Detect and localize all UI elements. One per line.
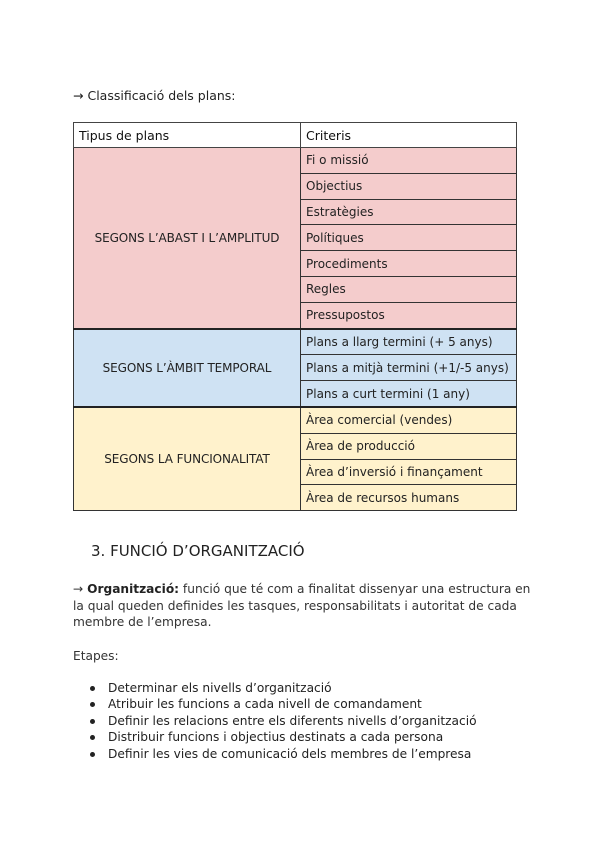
criteria-cell: Regles <box>301 276 517 302</box>
step-text: Definir les relacions entre els diferents nivells d’organització <box>108 713 477 728</box>
table-header-row <box>74 123 517 148</box>
criteria-cell: Àrea de producció <box>301 433 517 459</box>
list-item <box>73 680 477 696</box>
bullet-icon <box>90 735 95 740</box>
step-text: Definir les vies de comunicació dels membres de l’empresa <box>108 746 472 761</box>
classification-intro <box>73 88 236 103</box>
table-row <box>74 329 517 355</box>
list-item <box>73 696 477 712</box>
category-cell: SEGONS L’ABAST I L’AMPLITUD <box>74 148 301 329</box>
category-cell: SEGONS L’ÀMBIT TEMPORAL <box>74 329 301 407</box>
criteria-cell: Estratègies <box>301 199 517 225</box>
bullet-icon <box>90 702 95 707</box>
header-tipus: Tipus de plans <box>74 123 301 148</box>
definition-paragraph <box>73 581 533 631</box>
category-cell: SEGONS LA FUNCIONALITAT <box>74 407 301 511</box>
criteria-cell: Plans a llarg termini (+ 5 anys) <box>301 329 517 355</box>
list-item <box>73 713 477 729</box>
criteria-cell: Àrea d’inversió i finançament <box>301 459 517 485</box>
list-item <box>73 746 477 762</box>
criteria-cell: Polítiques <box>301 225 517 251</box>
bullet-icon <box>90 719 95 724</box>
table-row <box>74 148 517 174</box>
criteria-cell: Fi o missió <box>301 148 517 174</box>
criteria-cell: Objectius <box>301 173 517 199</box>
arrow-icon: → <box>73 88 84 103</box>
criteria-cell: Plans a curt termini (1 any) <box>301 381 517 407</box>
header-criteris: Criteris <box>301 123 517 148</box>
steps-list <box>73 680 477 762</box>
section-heading: 3. FUNCIÓ D’ORGANITZACIÓ <box>91 542 305 560</box>
plans-classification-table <box>73 122 517 511</box>
criteria-cell: Plans a mitjà termini (+1/-5 anys) <box>301 355 517 381</box>
definition-term: Organització: <box>87 582 180 596</box>
criteria-cell: Procediments <box>301 251 517 277</box>
step-text: Atribuir les funcions a cada nivell de comandament <box>108 697 422 712</box>
arrow-icon: → <box>73 582 84 596</box>
definition-text: funció que té com a finalitat dissenyar una estructura en la qual queden definides les tasques, responsabilitats i autoritat de cada membre de l’empresa. <box>73 582 531 629</box>
step-text: Distribuir funcions i objectius destinats a cada persona <box>108 730 444 745</box>
bullet-icon <box>90 752 95 757</box>
criteria-cell: Àrea comercial (vendes) <box>301 407 517 433</box>
list-item <box>73 729 477 745</box>
table-row <box>74 407 517 433</box>
step-text: Determinar els nivells d’organització <box>108 681 332 695</box>
bullet-icon <box>90 686 95 691</box>
steps-label: Etapes: <box>73 649 119 663</box>
criteria-cell: Àrea de recursos humans <box>301 485 517 511</box>
intro-label: Classificació dels plans: <box>87 88 236 103</box>
criteria-cell: Pressupostos <box>301 302 517 328</box>
